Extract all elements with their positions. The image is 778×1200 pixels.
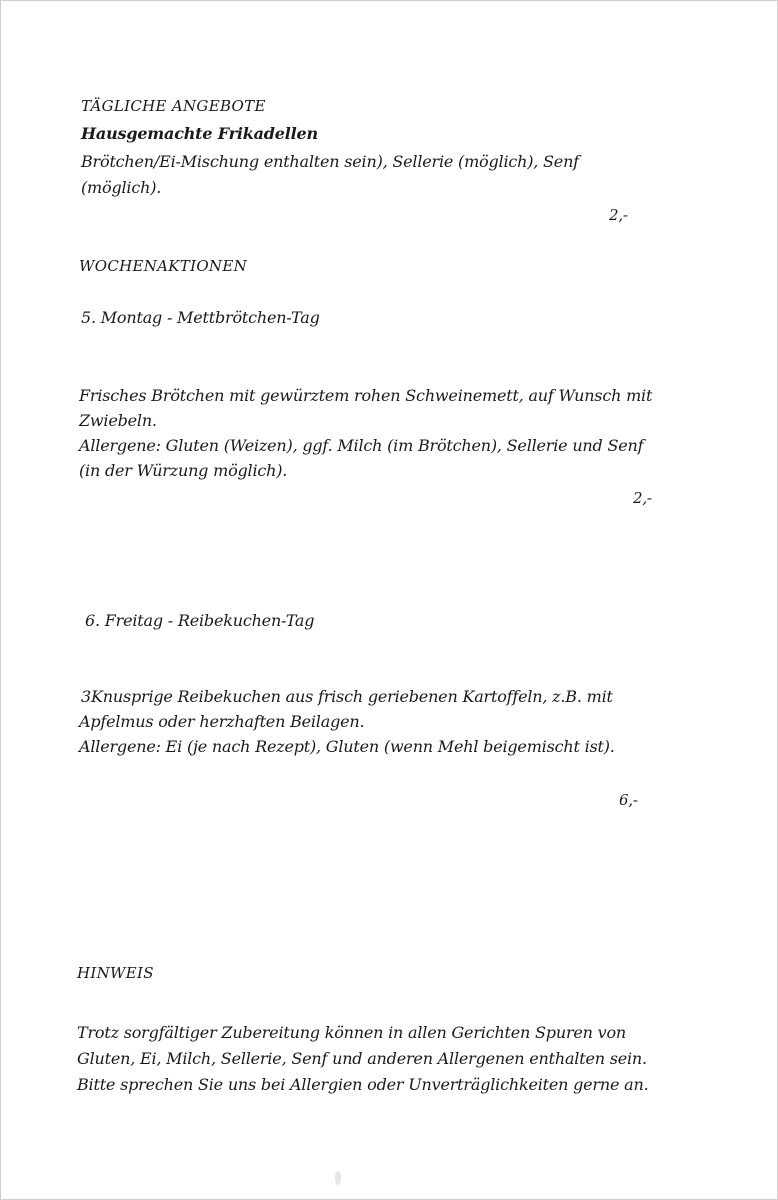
friday-desc-line-1: 3Knusprige Reibekuchen aus frisch geriebenen Kartoffeln, z.B. mit	[81, 687, 613, 706]
daily-desc-line-1: Brötchen/Ei-Mischung enthalten sein), Sellerie (möglich), Senf	[81, 152, 579, 171]
monday-allergens-line-1: Allergene: Gluten (Weizen), ggf. Milch (im Brötchen), Sellerie und Senf	[79, 436, 644, 455]
faint-scan-mark	[335, 1171, 341, 1185]
monday-desc-line-2: Zwiebeln.	[79, 411, 157, 430]
weekly-heading: WOCHENAKTIONEN	[79, 257, 248, 275]
daily-desc-line-2: (möglich).	[81, 178, 162, 197]
monday-price: 2,-	[633, 489, 652, 507]
daily-item-title: Hausgemachte Frikadellen	[81, 124, 318, 143]
notice-line-1: Trotz sorgfältiger Zubereitung können in allen Gerichten Spuren von	[77, 1023, 627, 1042]
friday-price: 6,-	[619, 791, 638, 809]
notice-line-3: Bitte sprechen Sie uns bei Allergien oder Unverträglichkeiten gerne an.	[77, 1075, 649, 1094]
notice-heading: HINWEIS	[77, 964, 154, 982]
notice-line-2: Gluten, Ei, Milch, Sellerie, Senf und anderen Allergenen enthalten sein.	[77, 1049, 647, 1068]
daily-price: 2,-	[609, 206, 628, 224]
weekly-item-title-monday: 5. Montag - Mettbrötchen-Tag	[81, 308, 320, 327]
daily-heading: TÄGLICHE ANGEBOTE	[81, 97, 266, 115]
monday-desc-line-1: Frisches Brötchen mit gewürztem rohen Schweinemett, auf Wunsch mit	[79, 386, 653, 405]
friday-allergens-line: Allergene: Ei (je nach Rezept), Gluten (wenn Mehl beigemischt ist).	[79, 737, 615, 756]
weekly-item-title-friday: 6. Freitag - Reibekuchen-Tag	[85, 611, 315, 630]
friday-desc-line-2: Apfelmus oder herzhaften Beilagen.	[79, 712, 365, 731]
monday-allergens-line-2: (in der Würzung möglich).	[79, 461, 288, 480]
